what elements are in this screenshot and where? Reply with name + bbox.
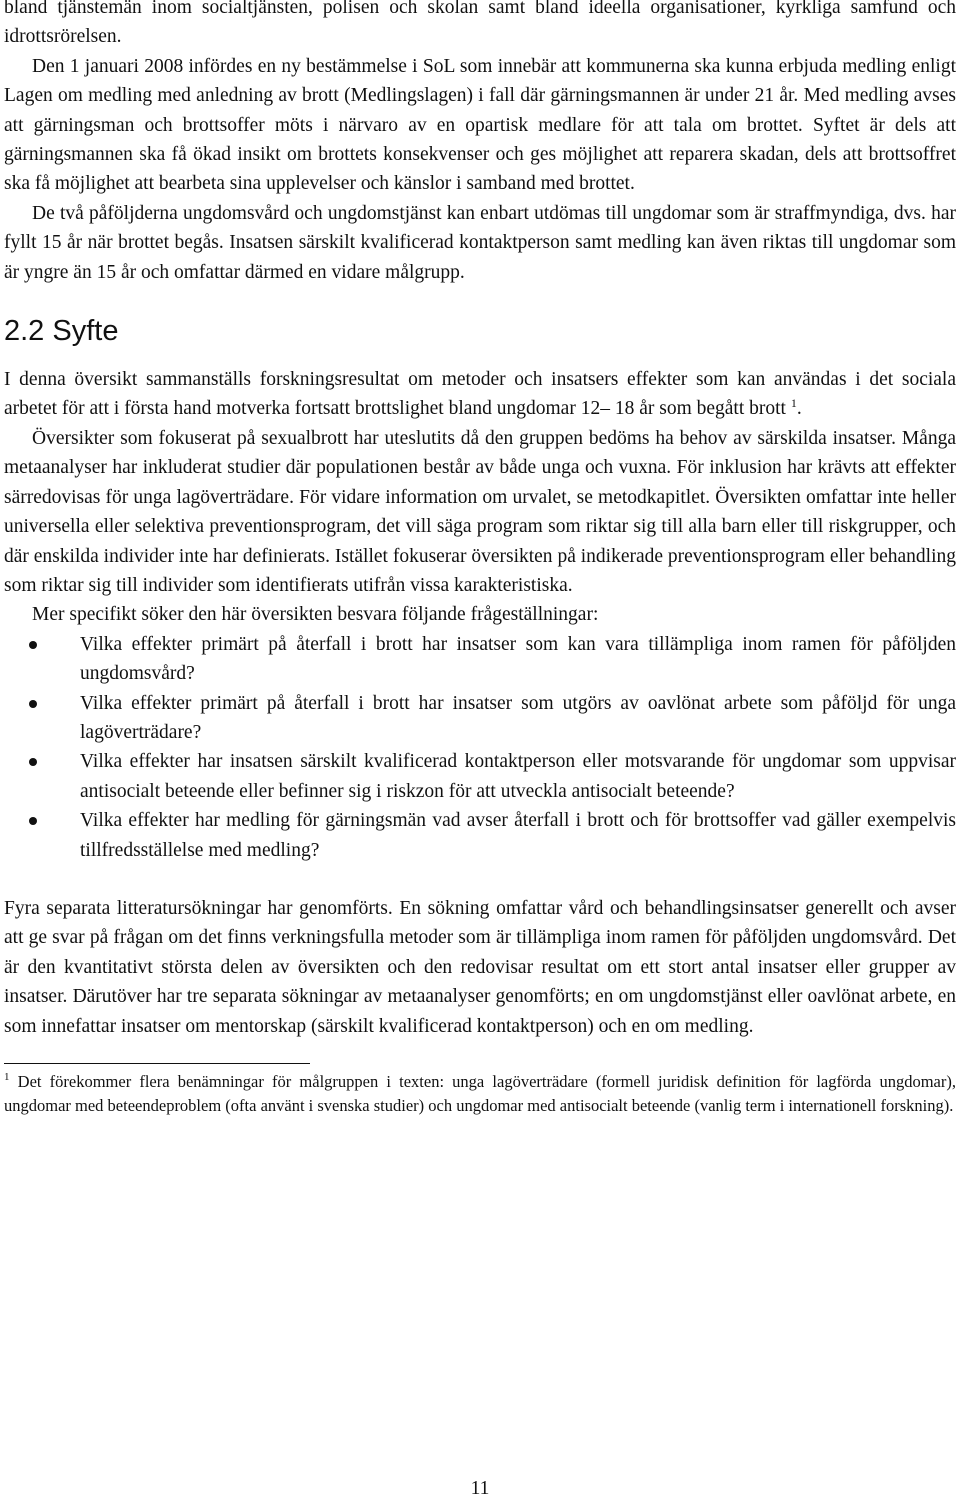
questions-list <box>4 630 956 865</box>
question-text: Vilka effekter har medling för gärningsmän vad avser återfall i brott och för brottsoffer vad gäller exempelvis tillfredsställelse med medling? <box>80 810 956 861</box>
paragraph-continuation: bland tjänstemän inom socialtjänsten, polisen och skolan samt bland ideella organisationer, kyrkliga samfund och idrottsrörelsen. <box>4 0 956 48</box>
bullet-icon <box>29 641 37 649</box>
paragraph-exclusions: Översikter som fokuserat på sexualbrott har uteslutits då den gruppen bedöms ha behov av särskilda insatser. Många metaanalyser har inkluderat studier där populationen består av både unga och vuxna. För inklusion har krävts att effekter särredovisas för unga lagöverträdare. För vidare information om urvalet, se metodkapitlet. Översikten omfattar inte heller universella eller selektiva preventionsprogram, det vill säga program som riktar sig till alla barn eller till riskgrupper, och där enskilda individer inte har definierats. Istället fokuserar översikten på indikerade preventionsprogram eller behandling som riktar sig till individer som identifierats utifrån vissa karakteristiska. <box>4 427 956 596</box>
paragraph-gap <box>4 865 956 894</box>
question-text: Vilka effekter primärt på återfall i brott har insatser som utgörs av oavlönat arbete som påföljd för unga lagöverträdare? <box>80 692 956 743</box>
bullet-icon <box>29 758 37 766</box>
footnote <box>4 1070 956 1118</box>
bullet-icon <box>29 700 37 708</box>
footnote-divider <box>4 1063 310 1064</box>
list-item <box>4 689 956 748</box>
intro-end: . <box>796 398 802 420</box>
section-heading: 2.2 Syfte <box>4 315 119 348</box>
question-text: Vilka effekter har insatsen särskilt kvalificerad kontaktperson eller motsvarande för ungdomar som uppvisar antisocialt beteende eller befinner sig i riskzon för att utveckla antisocialt beteende? <box>80 751 956 802</box>
intro-text: I denna översikt sammanställs forskningsresultat om metoder och insatsers effekter som kan användas i det sociala arbetet för att i första hand motverka fortsatt brottslighet bland ungdomar 12– 18 år som begått brott <box>4 369 956 420</box>
document-page <box>4 0 956 1118</box>
list-item <box>4 747 956 806</box>
paragraph-pafoljder: De två påföljderna ungdomsvård och ungdomstjänst kan enbart utdömas till ungdomar som är straffmyndiga, dvs. har fyllt 15 år när brottet begås. Insatsen särskilt kvalificerad kontaktperson samt medling kan även riktas till ungdomar som är yngre än 15 år och omfattar därmed en vidare målgrupp. <box>4 202 956 283</box>
list-item <box>4 630 956 689</box>
question-text: Vilka effekter primärt på återfall i brott har insatser som kan vara tillämpliga inom ramen för påföljden ungdomsvård? <box>80 633 956 685</box>
page-number: 11 <box>470 1478 490 1499</box>
paragraph-questions-intro: Mer specifikt söker den här översikten besvara följande frågeställningar: <box>32 604 599 626</box>
paragraph-medling: Den 1 januari 2008 infördes en ny bestämmelse i SoL som innebär att kommunerna ska kunna erbjuda medling enligt Lagen om medling med anledning av brott (Medlingslagen) i fall där gärningsmannen är under 21 år. Med medling avses att gärningsman och brottsoffer möts i närvaro av en opartisk medlare för att tala om brottet. Syftet är dels att gärningsmannen ska få ökad insikt om brottets konsekvenser och ges möjlighet att reparera skadan, dels att brottsoffret ska få möjlighet att bearbeta sina upplevelser och känslor i samband med brottet. <box>4 55 956 195</box>
bullet-icon <box>29 817 37 825</box>
list-item <box>4 806 956 865</box>
footnote-text: Det förekommer flera benämningar för målgruppen i texten: unga lagöverträdare (formell juridisk definition för lagförda ungdomar), ungdomar med beteendeproblem (ofta använt i svenska studier) och ungdomar med antisocialt beteende (vanlig term i internationell forskning). <box>4 1072 956 1115</box>
footnote-marker: 1 <box>4 1071 10 1083</box>
paragraph-searches: Fyra separata litteratursökningar har genomförts. En sökning omfattar vård och behandlingsinsatser generellt och avser att ge svar på frågan om det finns verkningsfulla metoder som är tillämpliga inom ramen för påföljden ungdomsvård. Det är den kvantitativt största delen av översikten och den redovisar resultat om ett stort antal insatser eller grupper av insatser. Därutöver har tre separata sökningar av metaanalyser genomförts; en om ungdomstjänst eller oavlönat arbete, en som innefattar insatser om mentorskap (särskilt kvalificerad kontaktperson) och en om medling. <box>4 897 956 1037</box>
footnote-reference[interactable]: 1 <box>790 396 797 411</box>
paragraph-intro <box>4 365 956 424</box>
